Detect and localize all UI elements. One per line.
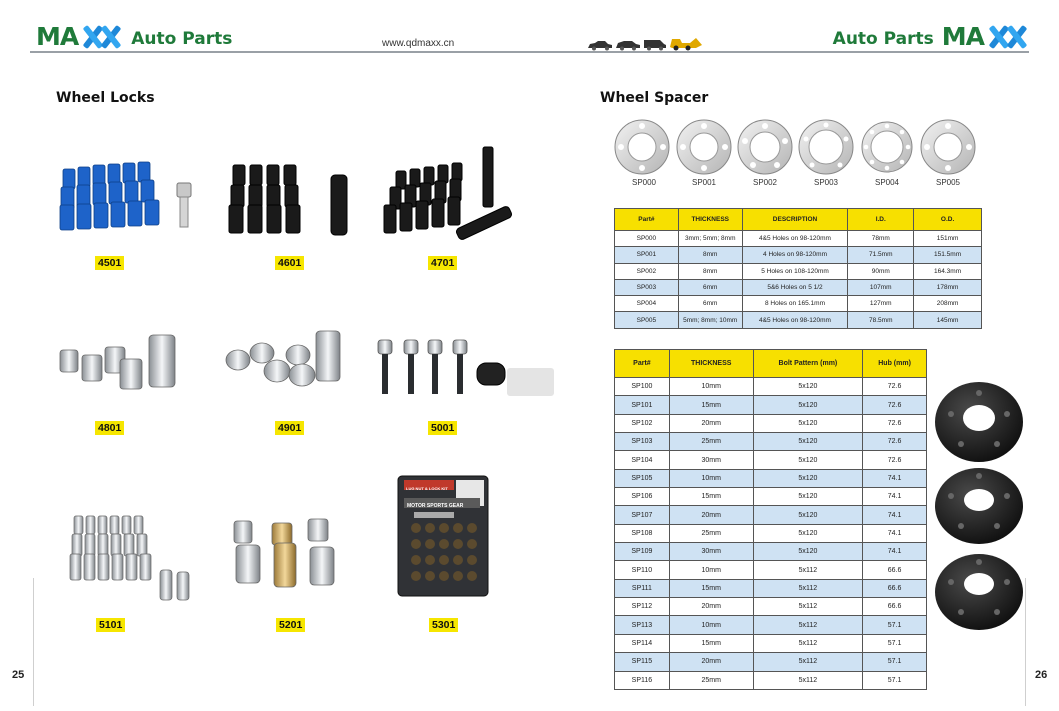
table-cell: 78mm	[848, 231, 914, 247]
maxx-logo: MA	[941, 22, 984, 51]
brand-logo-left	[36, 24, 232, 50]
table-row	[615, 524, 927, 542]
table-cell: 15mm	[669, 488, 753, 506]
table-cell: SP114	[615, 634, 670, 652]
table-cell: SP004	[615, 296, 679, 312]
table-cell: 57.1	[863, 671, 927, 689]
table-row	[615, 231, 982, 247]
table-row	[615, 279, 982, 295]
table-cell: 5x120	[753, 488, 863, 506]
table-cell: 5x112	[753, 616, 863, 634]
table-cell: 72.6	[863, 433, 927, 451]
table-row	[615, 488, 927, 506]
table-cell: 107mm	[848, 279, 914, 295]
product-5001	[372, 335, 522, 450]
table-row	[615, 653, 927, 671]
table-cell: 66.6	[863, 579, 927, 597]
product-5301	[396, 472, 546, 631]
product-code: 4601	[275, 256, 304, 270]
table-cell: 25mm	[669, 671, 753, 689]
column-header: THICKNESS	[669, 350, 753, 378]
chrome-wheel-locks-icon	[222, 325, 372, 400]
table-cell: 72.6	[863, 414, 927, 432]
spacer-rings-row	[612, 117, 992, 177]
table-cell: 30mm	[669, 451, 753, 469]
table-cell: 71.5mm	[848, 247, 914, 263]
spacer-ring-sp005-icon	[921, 120, 975, 174]
table-row	[615, 543, 927, 561]
table-cell: 127mm	[848, 296, 914, 312]
column-header: Part#	[615, 350, 670, 378]
table-cell: 72.6	[863, 378, 927, 396]
column-header: Hub (mm)	[863, 350, 927, 378]
table-row	[615, 263, 982, 279]
table-row	[615, 296, 982, 312]
table-cell: 5x120	[753, 433, 863, 451]
table-row	[615, 616, 927, 634]
table-cell: 15mm	[669, 634, 753, 652]
spacer-ring-sp003-icon	[799, 120, 853, 174]
column-header: THICKNESS	[678, 209, 742, 231]
table-row	[615, 561, 927, 579]
chrome-wheel-locks-icon	[55, 325, 205, 400]
table-cell: 10mm	[669, 469, 753, 487]
table-cell: 151mm	[914, 231, 982, 247]
table-cell: 15mm	[669, 396, 753, 414]
table-cell: 208mm	[914, 296, 982, 312]
table-cell: 145mm	[914, 312, 982, 328]
black-spline-lug-nuts-icon	[225, 155, 375, 240]
spacer-label: SP000	[631, 178, 657, 187]
table-row	[615, 469, 927, 487]
table-cell: 20mm	[669, 653, 753, 671]
product-5101	[62, 510, 212, 631]
maxx-logo: MA	[36, 22, 79, 51]
table-cell: 20mm	[669, 598, 753, 616]
table-cell: 5x120	[753, 451, 863, 469]
spacer-ring-sp002-icon	[738, 120, 792, 174]
table-cell: SP113	[615, 616, 670, 634]
vehicles-icon	[586, 35, 706, 51]
column-header: I.D.	[848, 209, 914, 231]
table-cell: 5x112	[753, 561, 863, 579]
table-cell: 6mm	[678, 279, 742, 295]
table-cell: 4 Holes on 98-120mm	[742, 247, 848, 263]
spacer-ring-sp004-icon	[862, 122, 912, 172]
product-code: 5101	[96, 618, 125, 632]
black-hub-spacers-icon	[933, 378, 1025, 633]
table-cell: SP109	[615, 543, 670, 561]
table-cell: SP112	[615, 598, 670, 616]
table-cell: SP000	[615, 231, 679, 247]
table-row	[615, 414, 927, 432]
table-row	[615, 433, 927, 451]
table-cell: 10mm	[669, 561, 753, 579]
product-code: 4901	[275, 421, 304, 435]
spacer-label: SP002	[752, 178, 778, 187]
header-divider	[30, 51, 1029, 53]
column-header: O.D.	[914, 209, 982, 231]
table-cell: 10mm	[669, 616, 753, 634]
table-row	[615, 634, 927, 652]
table-cell: 15mm	[669, 579, 753, 597]
product-code: 5001	[428, 421, 457, 435]
chrome-lug-nut-kit-icon	[62, 510, 212, 610]
spacer-ring-sp001-icon	[677, 120, 731, 174]
spacer-label: SP003	[813, 178, 839, 187]
table-row	[615, 312, 982, 328]
table-cell: SP110	[615, 561, 670, 579]
table-cell: 6mm	[678, 296, 742, 312]
packaged-lug-nut-set-icon	[396, 472, 491, 600]
table-cell: SP100	[615, 378, 670, 396]
chrome-gold-wheel-locks-icon	[228, 515, 378, 595]
page-margin-line-right	[1025, 578, 1026, 706]
table-cell: SP115	[615, 653, 670, 671]
column-header: Part#	[615, 209, 679, 231]
table-cell: 57.1	[863, 653, 927, 671]
table-cell: 25mm	[669, 524, 753, 542]
product-code: 5201	[276, 618, 305, 632]
table-cell: 5mm; 8mm; 10mm	[678, 312, 742, 328]
table-cell: 78.5mm	[848, 312, 914, 328]
table-cell: SP104	[615, 451, 670, 469]
product-4801	[55, 325, 205, 440]
x-logo-mark-icon	[97, 25, 123, 49]
table-cell: 5x120	[753, 378, 863, 396]
table-cell: 5x112	[753, 579, 863, 597]
table-cell: 5 Holes on 108-120mm	[742, 263, 848, 279]
table-cell: 20mm	[669, 414, 753, 432]
package-label-top: LUG NUT & LOCK KIT	[406, 486, 448, 491]
table-cell: SP101	[615, 396, 670, 414]
blue-lug-nuts-icon	[55, 155, 205, 240]
package-label-brand: MOTOR SPORTS GEAR	[407, 503, 464, 509]
table-row	[615, 378, 927, 396]
table-cell: 3mm; 5mm; 8mm	[678, 231, 742, 247]
page-header	[0, 0, 1059, 54]
table-cell: 8mm	[678, 263, 742, 279]
table-cell: 5x112	[753, 598, 863, 616]
hub-spacer-table	[614, 349, 927, 690]
table-cell: SP106	[615, 488, 670, 506]
product-code: 5301	[429, 618, 458, 632]
table-cell: 4&5 Holes on 98-120mm	[742, 312, 848, 328]
spacer-label: SP004	[874, 178, 900, 187]
spacer-label: SP001	[691, 178, 717, 187]
column-header: Bolt Pattern (mm)	[753, 350, 863, 378]
table-cell: 74.1	[863, 469, 927, 487]
black-spline-lug-nuts-with-key-icon	[380, 145, 530, 250]
table-cell: SP003	[615, 279, 679, 295]
table-cell: 72.6	[863, 396, 927, 414]
table-cell: 90mm	[848, 263, 914, 279]
table-row	[615, 598, 927, 616]
table-cell: 30mm	[669, 543, 753, 561]
table-header-row	[615, 209, 982, 231]
table-cell: SP001	[615, 247, 679, 263]
table-cell: SP108	[615, 524, 670, 542]
table-cell: 25mm	[669, 433, 753, 451]
table-cell: 4&5 Holes on 98-120mm	[742, 231, 848, 247]
table-cell: SP105	[615, 469, 670, 487]
lug-bolts-icon	[372, 335, 557, 400]
brand-subtitle-left: Auto Parts	[131, 29, 233, 49]
table-cell: 5x112	[753, 653, 863, 671]
page-number-left: 25	[12, 669, 25, 681]
spacer-ring-sp000-icon	[615, 120, 669, 174]
spacer-spec-table	[614, 208, 982, 329]
product-code: 4501	[95, 256, 124, 270]
table-cell: 74.1	[863, 543, 927, 561]
table-cell: 151.5mm	[914, 247, 982, 263]
table-cell: 5x120	[753, 524, 863, 542]
table-cell: 164.3mm	[914, 263, 982, 279]
table-row	[615, 506, 927, 524]
x-logo-mark-icon	[1003, 25, 1029, 49]
table-cell: SP107	[615, 506, 670, 524]
website-url: www.qdmaxx.cn	[382, 38, 455, 49]
table-cell: 74.1	[863, 488, 927, 506]
product-code: 4701	[428, 256, 457, 270]
table-cell: 66.6	[863, 561, 927, 579]
table-cell: 5x112	[753, 634, 863, 652]
product-code: 4801	[95, 421, 124, 435]
table-row	[615, 671, 927, 689]
table-cell: SP116	[615, 671, 670, 689]
table-cell: 74.1	[863, 506, 927, 524]
table-cell: 5x112	[753, 671, 863, 689]
table-cell: 66.6	[863, 598, 927, 616]
table-cell: 57.1	[863, 634, 927, 652]
table-cell: 5&6 Holes on 5 1/2	[742, 279, 848, 295]
table-cell: 72.6	[863, 451, 927, 469]
table-row	[615, 451, 927, 469]
brand-logo-right	[833, 24, 1029, 50]
table-cell: 5x120	[753, 506, 863, 524]
table-cell: SP005	[615, 312, 679, 328]
page-number-right: 26	[1035, 669, 1048, 681]
table-cell: SP102	[615, 414, 670, 432]
table-cell: 5x120	[753, 396, 863, 414]
section-title-wheel-spacer: Wheel Spacer	[600, 90, 709, 106]
table-cell: 8 Holes on 165.1mm	[742, 296, 848, 312]
table-cell: 5x120	[753, 469, 863, 487]
table-cell: 57.1	[863, 616, 927, 634]
table-cell: SP103	[615, 433, 670, 451]
table-row	[615, 579, 927, 597]
table-cell: SP111	[615, 579, 670, 597]
column-header: DESCRIPTION	[742, 209, 848, 231]
table-row	[615, 396, 927, 414]
table-row	[615, 247, 982, 263]
spacer-label: SP005	[935, 178, 961, 187]
table-cell: 74.1	[863, 524, 927, 542]
section-title-wheel-locks: Wheel Locks	[56, 90, 155, 106]
product-4601	[225, 155, 375, 270]
page-margin-line-left	[33, 578, 34, 706]
table-cell: SP002	[615, 263, 679, 279]
table-header-row	[615, 350, 927, 378]
table-cell: 8mm	[678, 247, 742, 263]
product-4901	[222, 325, 372, 440]
table-cell: 178mm	[914, 279, 982, 295]
product-5201	[228, 515, 378, 630]
product-4501	[55, 155, 205, 270]
table-cell: 20mm	[669, 506, 753, 524]
product-4701	[380, 145, 530, 269]
table-cell: 10mm	[669, 378, 753, 396]
table-cell: 5x120	[753, 414, 863, 432]
brand-subtitle-right: Auto Parts	[832, 29, 934, 49]
table-cell: 5x120	[753, 543, 863, 561]
